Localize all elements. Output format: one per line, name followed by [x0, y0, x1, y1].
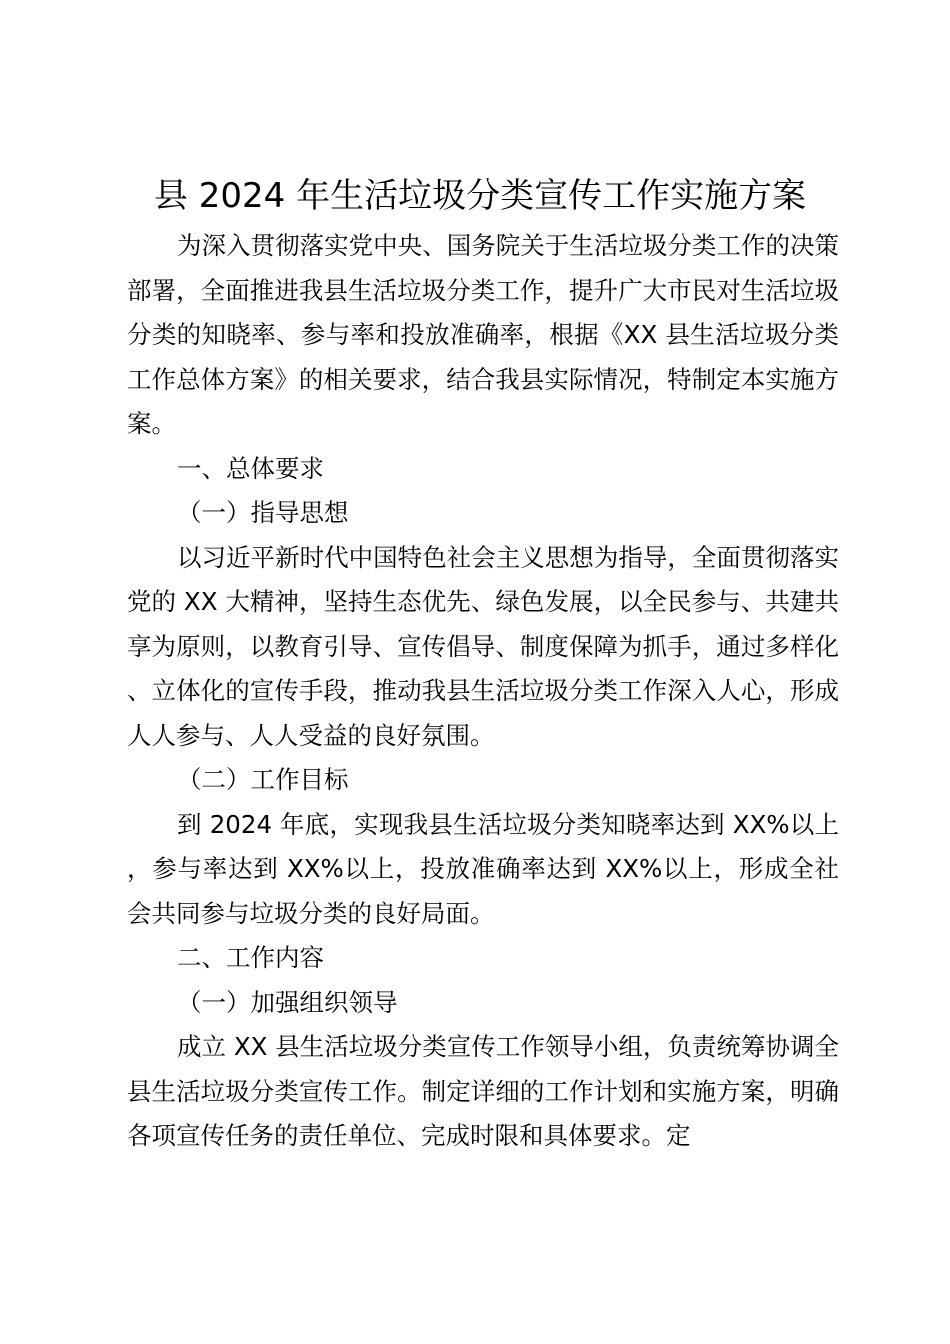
subsection-heading-guiding-ideology: （一）指导思想: [177, 498, 349, 527]
guiding-ideology-paragraph: 以习近平新时代中国特色社会主义思想为指导，全面贯彻落实党的 XX 大精神，坚持生态优先、绿色发展，以全民参与、共建共享为原则，以教育引导、宣传倡导、制度保障为抓手，通过多样化、立体化的宣传手段，推动我县生活垃圾分类工作深入人心，形成人人参与、人人受益的良好氛围。: [127, 542, 839, 750]
document-body: [127, 224, 839, 1159]
organization-leadership-paragraph: 成立 XX 县生活垃圾分类宣传工作领导小组，负责统筹协调全县生活垃圾分类宣传工作。制定详细的工作计划和实施方案，明确各项宣传任务的责任单位、完成时限和具体要求。定: [127, 1032, 839, 1150]
section-heading-general-requirements: 一、总体要求: [177, 453, 324, 483]
document-title: 县 2024 年生活垃圾分类宣传工作实施方案: [153, 176, 807, 216]
section-heading-work-content: 二、工作内容: [177, 943, 324, 972]
subsection-heading-work-goals: （二）工作目标: [177, 765, 349, 794]
subsection-heading-organization-leadership: （一）加强组织领导: [177, 987, 398, 1017]
work-goals-paragraph: 到 2024 年底，实现我县生活垃圾分类知晓率达到 XX%以上，参与率达到 XX%以上，投放准确率达到 XX%以上，形成全社会共同参与垃圾分类的良好局面。: [127, 809, 839, 928]
intro-paragraph: 为深入贯彻落实党中央、国务院关于生活垃圾分类工作的决策部署，全面推进我县生活垃圾分类工作，提升广大市民对生活垃圾分类的知晓率、参与率和投放准确率，根据《XX 县生活垃圾分类工作总体方案》的相关要求，结合我县实际情况，特制定本实施方案。: [127, 231, 839, 438]
